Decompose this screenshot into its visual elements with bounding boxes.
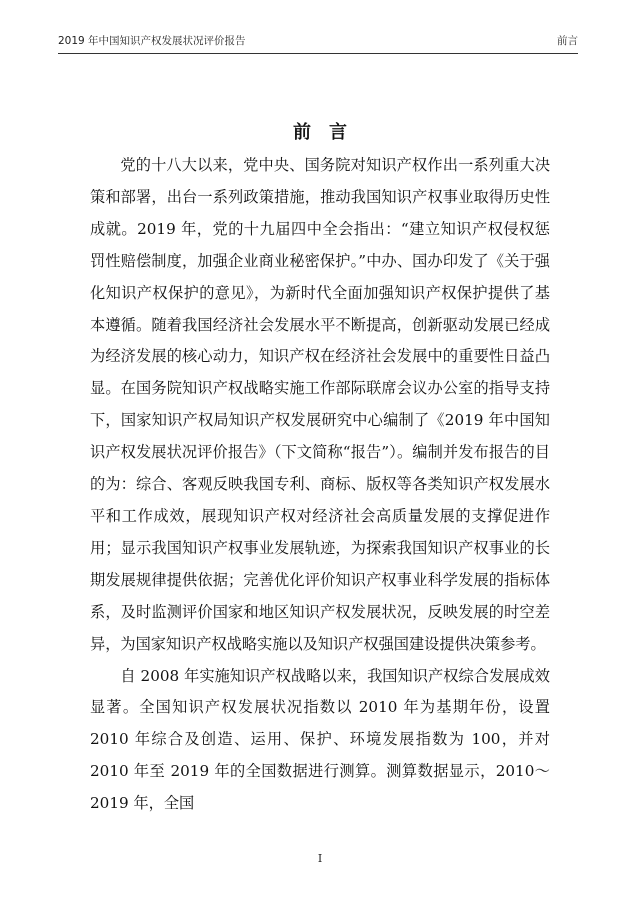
page-number: I	[317, 852, 323, 865]
paragraph-1: 党的十八大以来，党中央、国务院对知识产权作出一系列重大决策和部署，出台一系列政策措施，推动我国知识产权事业取得历史性成就。2019 年，党的十九届四中全会指出：“建立知识产权侵权惩罚性赔偿制度，加强企业商业秘密保护。”中办、国办印发了《关于强化知识产权保护的意见》，为新时代全面加强知识产权保护提供了基本遵循。随着我国经济社会发展水平不断提高，创新驱动发展已经成为经济发展的核心动力，知识产权在经济社会发展中的重要性日益凸显。在国务院知识产权战略实施工作部际联席会议办公室的指导支持下，国家知识产权局知识产权发展研究中心编制了《2019 年中国知识产权发展状况评价报告》（下文简称“报告”）。编制并发布报告的目的为：综合、客观反映我国专利、商标、版权等各类知识产权发展水平和工作成效，展现知识产权对经济社会高质量发展的支撑促进作用；显示我国知识产权事业发展轨迹，为探索我国知识产权事业的长期发展规律提供依据；完善优化评价知识产权事业科学发展的指标体系，及时监测评价国家和地区知识产权发展状况，反映发展的时空差异，为国家知识产权战略实施以及知识产权强国建设提供决策参考。	[90, 156, 550, 653]
body-text	[90, 150, 550, 820]
page-title: 前言	[293, 122, 365, 143]
header-report-title: 2019 年中国知识产权发展状况评价报告	[58, 35, 246, 47]
header-section-name: 前言	[557, 35, 578, 47]
paragraph-2: 自 2008 年实施知识产权战略以来，我国知识产权综合发展成效显著。全国知识产权发展状况指数以 2010 年为基期年份，设置 2010 年综合及创造、运用、保护、环境发展指数为 100，并对 2010 年至 2019 年的全国数据进行测算。测算数据显示，2010～2019 年，全国	[90, 666, 550, 813]
running-header	[58, 33, 578, 51]
header-divider	[58, 53, 578, 54]
